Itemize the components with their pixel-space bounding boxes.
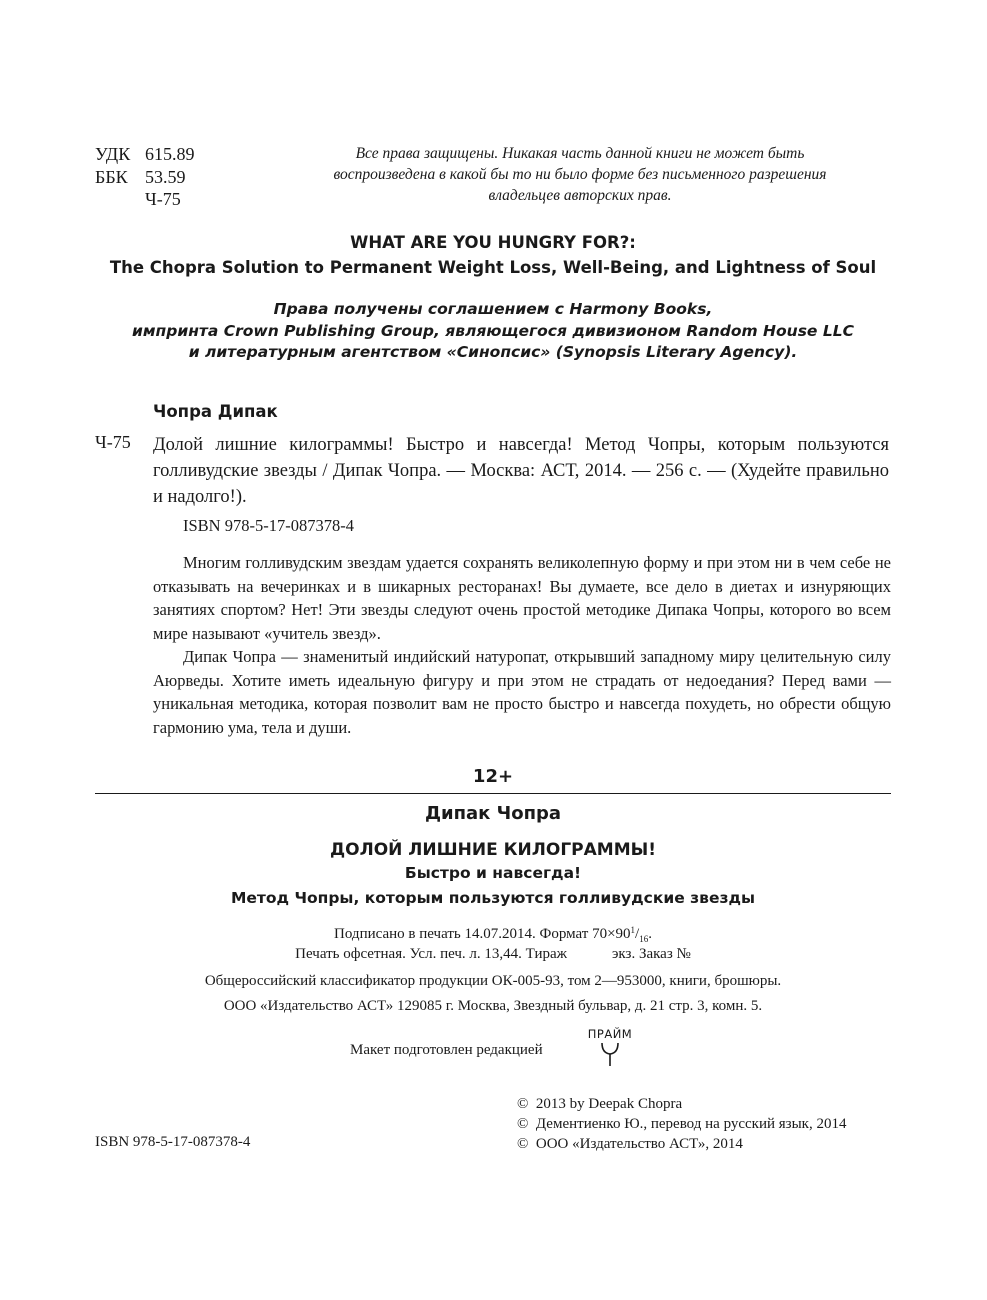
signed-to-print: Подписано в печать 14.07.2014. Формат $70\times 90^1/_{16}$.	[334, 925, 652, 944]
prime-logo	[580, 1027, 640, 1067]
copyright-line: © 2013 by Deepak Chopra	[517, 1096, 683, 1112]
bbk-value: 53.59	[145, 166, 186, 187]
colophon-author: Дипак Чопра	[424, 803, 562, 824]
prepared-by: Макет подготовлен редакцией	[350, 1042, 543, 1058]
age-rating: 12+	[472, 766, 514, 787]
license-line: Права получены соглашением с Harmony Books,	[273, 300, 713, 318]
divider	[95, 793, 891, 794]
signed-to-print-text: Подписано в печать 14.07.2014. Формат 70×90	[334, 926, 631, 942]
catalog-code: Ч-75	[95, 432, 131, 452]
bottom-isbn: ISBN 978-5-17-087378-4	[95, 1134, 251, 1150]
author-sign: Ч-75	[145, 189, 181, 209]
classification-block	[95, 143, 195, 211]
trident-icon	[580, 1027, 640, 1067]
rights-line: владельцев авторских прав.	[488, 187, 672, 204]
udk-label: УДК	[95, 144, 131, 164]
logo-text: ПРАЙМ	[587, 1027, 633, 1041]
catalog-description: Долой лишние килограммы! Быстро и навсегда! Метод Чопры, которым пользуются голливудские звезды / Дипак Чопра. — Москва: АСТ, 2014. — 256 с. — (Худейте правильно и надолго!).	[153, 435, 889, 507]
catalog-author: Чопра Дипак	[153, 402, 278, 421]
format-end: .	[648, 926, 652, 942]
colophon-subtitle: Метод Чопры, которым пользуются голливудские звезды	[230, 889, 756, 907]
bbk-label: ББК	[95, 166, 128, 187]
original-subtitle: The Chopra Solution to Permanent Weight Loss, Well-Being, and Lightness of Soul	[109, 258, 877, 277]
original-title: WHAT ARE YOU HUNGRY FOR?:	[350, 233, 636, 252]
license-line: импринта Crown Publishing Group, являющегося дивизионом Random House LLC	[132, 321, 854, 340]
print-details: Печать офсетная. Усл. печ. л. 13,44. Тираж экз. Заказ №	[295, 946, 691, 962]
rights-line: Все права защищены. Никакая часть данной книги не может быть	[355, 145, 805, 162]
rights-line: воспроизведена в какой бы то ни было форме без письменного разрешения	[333, 166, 827, 183]
rights-notice	[285, 143, 875, 206]
udk-value: 615.89	[145, 144, 195, 164]
annotation-paragraph: Многим голливудским звездам удается сохранять великолепную форму и при этом ни в чем себе не отказывать на вечеринках и в шикарных ресторанах! Вы думаете, все дело в диетах и изнуряющих занятиях спортом? Нет! Эти звезды следуют очень простой методике Дипака Чопры, которого во всем мире называют «учитель звезд».	[153, 553, 891, 643]
publisher-address: ООО «Издательство АСТ» 129085 г. Москва, Звездный бульвар, д. 21 стр. 3, комн. 5.	[223, 998, 763, 1014]
license-notice	[95, 299, 891, 364]
annotation-paragraph: Дипак Чопра — знаменитый индийский натуропат, открывший западному миру целительную силу Аюрведы. Хотите иметь идеальную фигуру и при этом не страдать от недоедания? Перед вами — уникальная методика, которая позволит вам не просто быстро и навсегда похудеть, но обрести общую гармонию ума, тела и души.	[153, 647, 891, 737]
catalog-isbn: ISBN 978-5-17-087378-4	[183, 516, 354, 535]
copyright-line: © ООО «Издательство АСТ», 2014	[517, 1136, 743, 1152]
product-classifier: Общероссийский классификатор продукции ОК-005-93, том 2—953000, книги, брошюры.	[204, 973, 782, 989]
copyright-line: © Дементиенко Ю., перевод на русский язык, 2014	[517, 1116, 847, 1132]
colophon-subtitle: Быстро и навсегда!	[404, 864, 582, 882]
annotation	[153, 551, 891, 739]
license-line: и литературным агентством «Синопсис» (Synopsis Literary Agency).	[188, 343, 798, 361]
colophon-title: ДОЛОЙ ЛИШНИЕ КИЛОГРАММЫ!	[330, 840, 656, 860]
format-numerator: 1	[630, 925, 636, 935]
format-denominator: 16	[639, 934, 649, 944]
